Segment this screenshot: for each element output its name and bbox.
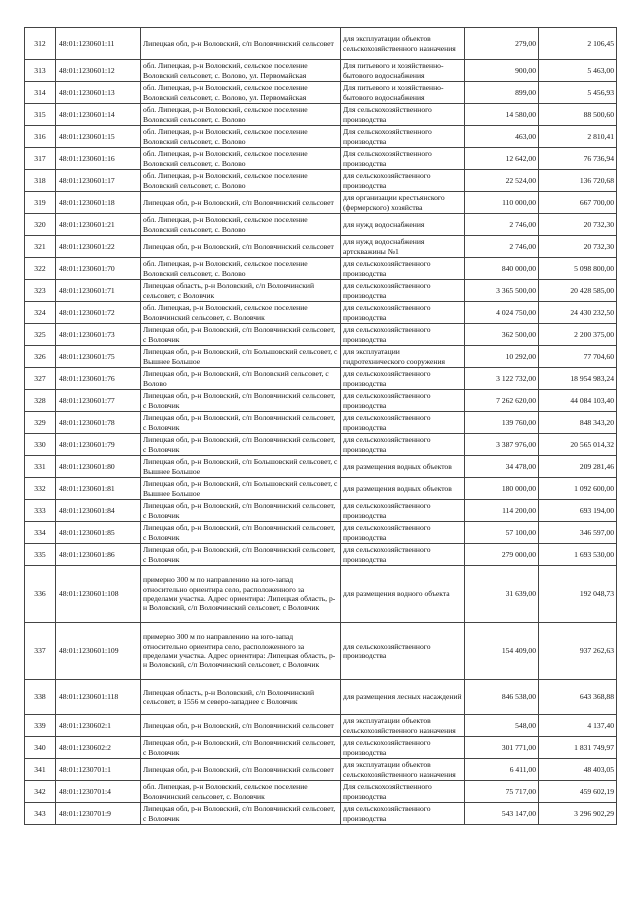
area-value: 139 760,00 (465, 412, 539, 434)
cadastral-number: 48:01:1230601:108 (56, 566, 141, 623)
cadastral-value: 643 368,88 (539, 680, 617, 715)
area-value: 7 262 620,00 (465, 390, 539, 412)
cadastral-number: 48:01:1230601:22 (56, 236, 141, 258)
cadastral-number: 48:01:1230601:77 (56, 390, 141, 412)
row-number: 320 (25, 214, 56, 236)
permitted-use: Для сельскохозяйственного производства (341, 148, 465, 170)
address: Липецкая обл, р-н Воловский, с/п Воловчинский сельсовет, с Воловчик (141, 324, 341, 346)
cadastral-value: 5 456,93 (539, 82, 617, 104)
area-value: 2 746,00 (465, 214, 539, 236)
area-value: 31 639,00 (465, 566, 539, 623)
row-number: 330 (25, 434, 56, 456)
permitted-use: Для питьевого и хозяйственно-бытового водоснабжения (341, 82, 465, 104)
row-number: 312 (25, 28, 56, 60)
row-number: 314 (25, 82, 56, 104)
row-number: 331 (25, 456, 56, 478)
permitted-use: для сельскохозяйственного производства (341, 412, 465, 434)
cadastral-value: 209 281,46 (539, 456, 617, 478)
cadastral-number: 48:01:1230601:16 (56, 148, 141, 170)
address: Липецкая обл, р-н Воловский, с/п Воловчинский сельсовет, с Воловчик (141, 803, 341, 825)
row-number: 318 (25, 170, 56, 192)
cadastral-value: 2 810,41 (539, 126, 617, 148)
cadastral-number: 48:01:1230601:12 (56, 60, 141, 82)
address: обл. Липецкая, р-н Воловский, сельское поселение Воловчинский сельсовет, с. Воловчик (141, 781, 341, 803)
permitted-use: Для питьевого и хозяйственно-бытового водоснабжения (341, 60, 465, 82)
table-row (25, 60, 617, 82)
address: Липецкая обл, р-н Воловский, с/п Воловчинский сельсовет, с Воловчик (141, 434, 341, 456)
permitted-use: для сельскохозяйственного производства (341, 500, 465, 522)
row-number: 313 (25, 60, 56, 82)
row-number: 315 (25, 104, 56, 126)
permitted-use: для размещения лесных насаждений (341, 680, 465, 715)
area-value: 110 000,00 (465, 192, 539, 214)
permitted-use: для сельскохозяйственного производства (341, 623, 465, 680)
row-number: 337 (25, 623, 56, 680)
table-row (25, 104, 617, 126)
cadastral-number: 48:01:1230601:72 (56, 302, 141, 324)
area-value: 6 411,00 (465, 759, 539, 781)
row-number: 326 (25, 346, 56, 368)
table-row (25, 566, 617, 623)
row-number: 327 (25, 368, 56, 390)
land-plots-table (24, 27, 617, 825)
address: обл. Липецкая, р-н Воловский, сельское поселение Воловский сельсовет, с. Волово (141, 170, 341, 192)
cadastral-value: 693 194,00 (539, 500, 617, 522)
cadastral-value: 346 597,00 (539, 522, 617, 544)
cadastral-value: 77 704,60 (539, 346, 617, 368)
cadastral-number: 48:01:1230601:80 (56, 456, 141, 478)
cadastral-value: 18 954 983,24 (539, 368, 617, 390)
cadastral-value: 20 565 014,32 (539, 434, 617, 456)
area-value: 75 717,00 (465, 781, 539, 803)
address: обл. Липецкая, р-н Воловский, сельское поселение Воловский сельсовет, с. Волово, ул. Первомайская (141, 82, 341, 104)
area-value: 2 746,00 (465, 236, 539, 258)
cadastral-number: 48:01:1230601:78 (56, 412, 141, 434)
area-value: 279 000,00 (465, 544, 539, 566)
row-number: 316 (25, 126, 56, 148)
address: Липецкая обл, р-н Воловский, с/п Воловчинский сельсовет, с Воловчик (141, 412, 341, 434)
permitted-use: Для сельскохозяйственного производства (341, 104, 465, 126)
address: обл. Липецкая, р-н Воловский, сельское поселение Воловчинский сельсовет, с. Воловчик (141, 302, 341, 324)
permitted-use: для организации крестьянского (фермерского) хозяйства (341, 192, 465, 214)
cadastral-value: 848 343,20 (539, 412, 617, 434)
cadastral-value: 459 602,19 (539, 781, 617, 803)
address: примерно 300 м по направлению на юго-запад относительно ориентира село, расположенного за пределами участка. Адрес ориентира: Липецкая область, р-н Воловский, с/п Воловчинский сельсовет, с Воловчик (141, 623, 341, 680)
address: Липецкая обл, р-н Воловский, с/п Воловчинский сельсовет, с Воловчик (141, 522, 341, 544)
area-value: 846 538,00 (465, 680, 539, 715)
area-value: 900,00 (465, 60, 539, 82)
table-row (25, 302, 617, 324)
area-value: 57 100,00 (465, 522, 539, 544)
address: Липецкая обл, р-н Воловский, с/п Воловский сельсовет, с Волово (141, 368, 341, 390)
cadastral-number: 48:01:1230601:85 (56, 522, 141, 544)
address: Липецкая обл, р-н Воловский, с/п Воловчинский сельсовет, с Воловчик (141, 390, 341, 412)
permitted-use: для сельскохозяйственного производства (341, 368, 465, 390)
address: обл. Липецкая, р-н Воловский, сельское поселение Воловский сельсовет, с. Волово, ул. Первомайская (141, 60, 341, 82)
table-row (25, 280, 617, 302)
table-row (25, 148, 617, 170)
table-row (25, 28, 617, 60)
cadastral-value: 1 693 530,00 (539, 544, 617, 566)
table-row (25, 214, 617, 236)
permitted-use: для сельскохозяйственного производства (341, 258, 465, 280)
row-number: 319 (25, 192, 56, 214)
permitted-use: для сельскохозяйственного производства (341, 324, 465, 346)
cadastral-number: 48:01:1230601:84 (56, 500, 141, 522)
cadastral-value: 192 048,73 (539, 566, 617, 623)
address: обл. Липецкая, р-н Воловский, сельское поселение Воловский сельсовет, с. Волово (141, 258, 341, 280)
table-row (25, 544, 617, 566)
permitted-use: для сельскохозяйственного производства (341, 434, 465, 456)
address: примерно 300 м по направлению на юго-запад относительно ориентира село, расположенного за пределами участка. Адрес ориентира: Липецкая область, р-н Воловский, с/п Воловчинский сельсовет, с Воловчик (141, 566, 341, 623)
table-row (25, 390, 617, 412)
table-row (25, 368, 617, 390)
permitted-use: для эксплуатации объектов сельскохозяйственного назначения (341, 759, 465, 781)
area-value: 548,00 (465, 715, 539, 737)
permitted-use: для размещения водных объектов (341, 456, 465, 478)
cadastral-number: 48:01:1230601:70 (56, 258, 141, 280)
area-value: 12 642,00 (465, 148, 539, 170)
table-row (25, 522, 617, 544)
address: обл. Липецкая, р-н Воловский, сельское поселение Воловский сельсовет, с. Волово (141, 214, 341, 236)
permitted-use: для размещения водных объектов (341, 478, 465, 500)
table-row (25, 478, 617, 500)
table-row (25, 737, 617, 759)
cadastral-value: 20 428 585,00 (539, 280, 617, 302)
table-row (25, 346, 617, 368)
cadastral-number: 48:01:1230601:14 (56, 104, 141, 126)
permitted-use: для сельскохозяйственного производства (341, 522, 465, 544)
area-value: 114 200,00 (465, 500, 539, 522)
cadastral-number: 48:01:1230601:76 (56, 368, 141, 390)
area-value: 840 000,00 (465, 258, 539, 280)
address: Липецкая обл, р-н Воловский, с/п Воловчинский сельсовет (141, 759, 341, 781)
area-value: 34 478,00 (465, 456, 539, 478)
cadastral-value: 24 430 232,50 (539, 302, 617, 324)
permitted-use: для размещения водного объекта (341, 566, 465, 623)
area-value: 180 000,00 (465, 478, 539, 500)
cadastral-value: 1 092 600,00 (539, 478, 617, 500)
address: обл. Липецкая, р-н Воловский, сельское поселение Воловский сельсовет, с. Волово (141, 126, 341, 148)
area-value: 899,00 (465, 82, 539, 104)
cadastral-value: 1 831 749,97 (539, 737, 617, 759)
cadastral-value: 4 137,40 (539, 715, 617, 737)
table-row (25, 680, 617, 715)
table-row (25, 434, 617, 456)
cadastral-number: 48:01:1230601:109 (56, 623, 141, 680)
row-number: 332 (25, 478, 56, 500)
cadastral-value: 44 084 103,40 (539, 390, 617, 412)
table-row (25, 623, 617, 680)
table-row (25, 781, 617, 803)
permitted-use: для сельскохозяйственного производства (341, 390, 465, 412)
area-value: 154 409,00 (465, 623, 539, 680)
cadastral-number: 48:01:1230602:2 (56, 737, 141, 759)
cadastral-value: 20 732,30 (539, 236, 617, 258)
address: Липецкая обл, р-н Воловский, с/п Воловчинский сельсовет, с Воловчик (141, 544, 341, 566)
address: Липецкая обл, р-н Воловский, с/п Большовский сельсовет, с Вышнее Большое (141, 456, 341, 478)
cadastral-value: 88 500,60 (539, 104, 617, 126)
permitted-use: для эксплуатации объектов сельскохозяйственного назначения (341, 28, 465, 60)
table-row (25, 324, 617, 346)
cadastral-value: 937 262,63 (539, 623, 617, 680)
row-number: 321 (25, 236, 56, 258)
address: Липецкая область, р-н Воловский, с/п Воловчинский сельсовет, в 1556 м северо-западнее с Воловчик (141, 680, 341, 715)
address: Липецкая обл, р-н Воловский, с/п Большовский сельсовет, с Вышнее Большое (141, 478, 341, 500)
permitted-use: для сельскохозяйственного производства (341, 803, 465, 825)
permitted-use: для эксплуатации гидротехнического сооружения (341, 346, 465, 368)
row-number: 341 (25, 759, 56, 781)
table-row (25, 192, 617, 214)
address: Липецкая обл, р-н Воловский, с/п Воловчинский сельсовет, с Воловчик (141, 737, 341, 759)
cadastral-number: 48:01:1230601:79 (56, 434, 141, 456)
area-value: 279,00 (465, 28, 539, 60)
address: Липецкая обл, р-н Воловский, с/п Воловчинский сельсовет (141, 236, 341, 258)
permitted-use: Для сельскохозяйственного производства (341, 126, 465, 148)
address: Липецкая обл, р-н Воловский, с/п Большовский сельсовет, с Вышнее Большое (141, 346, 341, 368)
cadastral-value: 5 098 800,00 (539, 258, 617, 280)
cadastral-value: 5 463,00 (539, 60, 617, 82)
area-value: 3 122 732,00 (465, 368, 539, 390)
cadastral-number: 48:01:1230701:9 (56, 803, 141, 825)
area-value: 4 024 750,00 (465, 302, 539, 324)
address: Липецкая область, р-н Воловский, с/п Воловчинский сельсовет, с Воловчик (141, 280, 341, 302)
cadastral-number: 48:01:1230601:71 (56, 280, 141, 302)
cadastral-value: 2 106,45 (539, 28, 617, 60)
row-number: 323 (25, 280, 56, 302)
table-row (25, 803, 617, 825)
permitted-use: для нужд водоснабжения артскважины №1 (341, 236, 465, 258)
area-value: 3 365 500,00 (465, 280, 539, 302)
table-row (25, 82, 617, 104)
table-row (25, 715, 617, 737)
cadastral-number: 48:01:1230601:21 (56, 214, 141, 236)
row-number: 328 (25, 390, 56, 412)
row-number: 342 (25, 781, 56, 803)
cadastral-number: 48:01:1230701:1 (56, 759, 141, 781)
permitted-use: для сельскохозяйственного производства (341, 170, 465, 192)
cadastral-number: 48:01:1230601:81 (56, 478, 141, 500)
permitted-use: для сельскохозяйственного производства (341, 302, 465, 324)
permitted-use: Для сельскохозяйственного производства (341, 781, 465, 803)
cadastral-number: 48:01:1230601:18 (56, 192, 141, 214)
cadastral-number: 48:01:1230601:17 (56, 170, 141, 192)
permitted-use: для сельскохозяйственного производства (341, 544, 465, 566)
row-number: 322 (25, 258, 56, 280)
address: Липецкая обл, р-н Воловский, с/п Воловчинский сельсовет, с Воловчик (141, 500, 341, 522)
table-row (25, 170, 617, 192)
table-row (25, 412, 617, 434)
cadastral-value: 667 700,00 (539, 192, 617, 214)
area-value: 10 292,00 (465, 346, 539, 368)
row-number: 324 (25, 302, 56, 324)
area-value: 301 771,00 (465, 737, 539, 759)
table-row (25, 456, 617, 478)
cadastral-value: 2 200 375,00 (539, 324, 617, 346)
row-number: 335 (25, 544, 56, 566)
area-value: 463,00 (465, 126, 539, 148)
permitted-use: для нужд водоснабжения (341, 214, 465, 236)
area-value: 3 387 976,00 (465, 434, 539, 456)
cadastral-value: 76 736,94 (539, 148, 617, 170)
cadastral-number: 48:01:1230601:11 (56, 28, 141, 60)
cadastral-number: 48:01:1230601:73 (56, 324, 141, 346)
row-number: 338 (25, 680, 56, 715)
table-row (25, 126, 617, 148)
cadastral-number: 48:01:1230601:15 (56, 126, 141, 148)
table-row (25, 258, 617, 280)
row-number: 343 (25, 803, 56, 825)
permitted-use: для сельскохозяйственного производства (341, 737, 465, 759)
row-number: 329 (25, 412, 56, 434)
address: Липецкая обл, р-н Воловский, с/п Воловчинский сельсовет (141, 192, 341, 214)
area-value: 14 580,00 (465, 104, 539, 126)
table-row (25, 500, 617, 522)
row-number: 334 (25, 522, 56, 544)
area-value: 362 500,00 (465, 324, 539, 346)
row-number: 333 (25, 500, 56, 522)
permitted-use: для сельскохозяйственного производства (341, 280, 465, 302)
cadastral-number: 48:01:1230601:75 (56, 346, 141, 368)
cadastral-number: 48:01:1230601:86 (56, 544, 141, 566)
cadastral-number: 48:01:1230601:13 (56, 82, 141, 104)
cadastral-number: 48:01:1230602:1 (56, 715, 141, 737)
cadastral-value: 3 296 902,29 (539, 803, 617, 825)
row-number: 339 (25, 715, 56, 737)
address: обл. Липецкая, р-н Воловский, сельское поселение Воловский сельсовет, с. Волово (141, 104, 341, 126)
cadastral-number: 48:01:1230601:118 (56, 680, 141, 715)
cadastral-value: 48 403,05 (539, 759, 617, 781)
permitted-use: для эксплуатации объектов сельскохозяйственного назначения (341, 715, 465, 737)
row-number: 336 (25, 566, 56, 623)
area-value: 22 524,00 (465, 170, 539, 192)
row-number: 340 (25, 737, 56, 759)
cadastral-value: 20 732,30 (539, 214, 617, 236)
cadastral-value: 136 720,68 (539, 170, 617, 192)
row-number: 325 (25, 324, 56, 346)
address: обл. Липецкая, р-н Воловский, сельское поселение Воловский сельсовет, с. Волово (141, 148, 341, 170)
table-body (25, 28, 617, 825)
table-row (25, 236, 617, 258)
cadastral-number: 48:01:1230701:4 (56, 781, 141, 803)
row-number: 317 (25, 148, 56, 170)
address: Липецкая обл, р-н Воловский, с/п Воловчинский сельсовет (141, 28, 341, 60)
area-value: 543 147,00 (465, 803, 539, 825)
address: Липецкая обл, р-н Воловский, с/п Воловчинский сельсовет (141, 715, 341, 737)
table-row (25, 759, 617, 781)
